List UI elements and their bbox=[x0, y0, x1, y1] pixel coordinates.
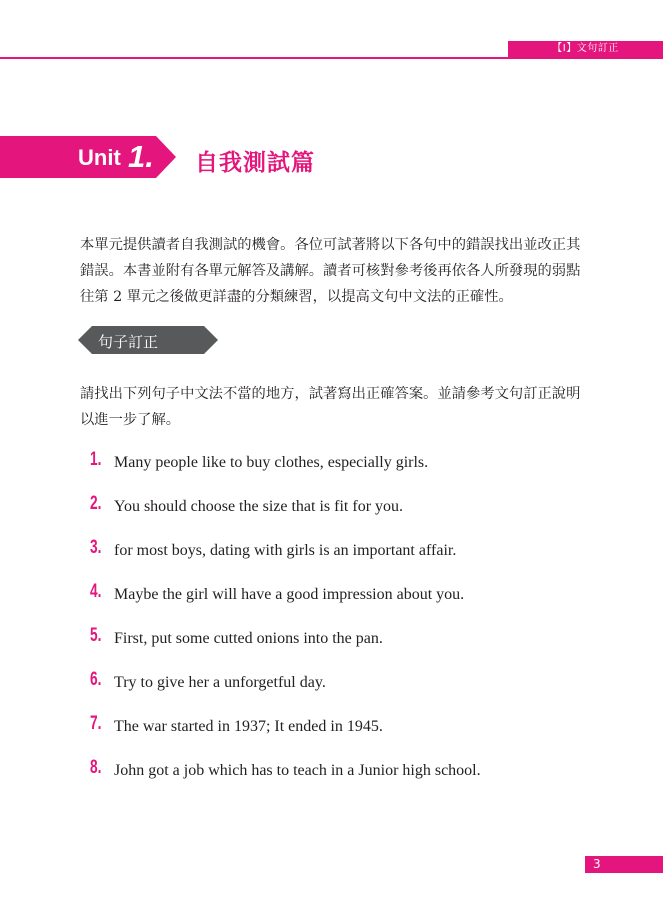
exercise-item bbox=[90, 669, 610, 713]
exercise-number: 1. bbox=[90, 449, 102, 470]
exercise-sentence: Try to give her a unforgetful day. bbox=[114, 674, 326, 691]
exercise-sentence: Many people like to buy clothes, especially girls. bbox=[114, 454, 429, 471]
unit-title: 自我測試篇 bbox=[195, 149, 315, 176]
exercise-sentence: Maybe the girl will have a good impression about you. bbox=[114, 586, 465, 603]
intro-line: 錯誤。本書並附有各單元解答及講解。讀者可核對參考後再依各人所發現的弱點 bbox=[80, 263, 581, 279]
unit-word: Unit bbox=[78, 145, 121, 170]
instruction-line: 請找出下列句子中文法不當的地方，試著寫出正確答案。並請參考文句訂正說明 bbox=[80, 386, 581, 402]
instruction-line: 以進一步了解。 bbox=[80, 412, 181, 428]
exercise-item bbox=[90, 449, 610, 493]
exercise-item bbox=[90, 493, 610, 537]
intro-line: 往第 2 單元之後做更詳盡的分類練習，以提高文句中文法的正確性。 bbox=[80, 289, 513, 305]
exercise-number: 5. bbox=[90, 625, 102, 646]
header-rule bbox=[0, 57, 663, 59]
exercise-item bbox=[90, 537, 610, 581]
exercise-sentence: for most boys, dating with girls is an important affair. bbox=[114, 542, 457, 559]
instruction-paragraph bbox=[80, 381, 600, 433]
exercise-item bbox=[90, 757, 610, 801]
chapter-header-tab: 【I】文句訂正 bbox=[508, 41, 663, 57]
intro-paragraph bbox=[80, 232, 600, 310]
exercise-number: 7. bbox=[90, 713, 102, 734]
exercise-number: 8. bbox=[90, 757, 102, 778]
section-label-text: 句子訂正 bbox=[98, 333, 159, 351]
exercise-sentence: The war started in 1937; It ended in 1945. bbox=[114, 718, 383, 735]
exercise-number: 2. bbox=[90, 493, 102, 514]
exercise-list bbox=[90, 449, 610, 801]
exercise-item bbox=[90, 713, 610, 757]
exercise-sentence: You should choose the size that is fit for you. bbox=[114, 498, 404, 515]
exercise-number: 6. bbox=[90, 669, 102, 690]
exercise-number: 4. bbox=[90, 581, 102, 602]
exercise-sentence: John got a job which has to teach in a Junior high school. bbox=[114, 762, 481, 779]
intro-line: 本單元提供讀者自我測試的機會。各位可試著將以下各句中的錯誤找出並改正其 bbox=[80, 237, 581, 253]
exercise-number: 3. bbox=[90, 537, 102, 558]
exercise-sentence: First, put some cutted onions into the pan. bbox=[114, 630, 383, 647]
page-number: 3 bbox=[593, 857, 601, 871]
exercise-item bbox=[90, 581, 610, 625]
unit-number: 1. bbox=[128, 139, 154, 174]
exercise-item bbox=[90, 625, 610, 669]
